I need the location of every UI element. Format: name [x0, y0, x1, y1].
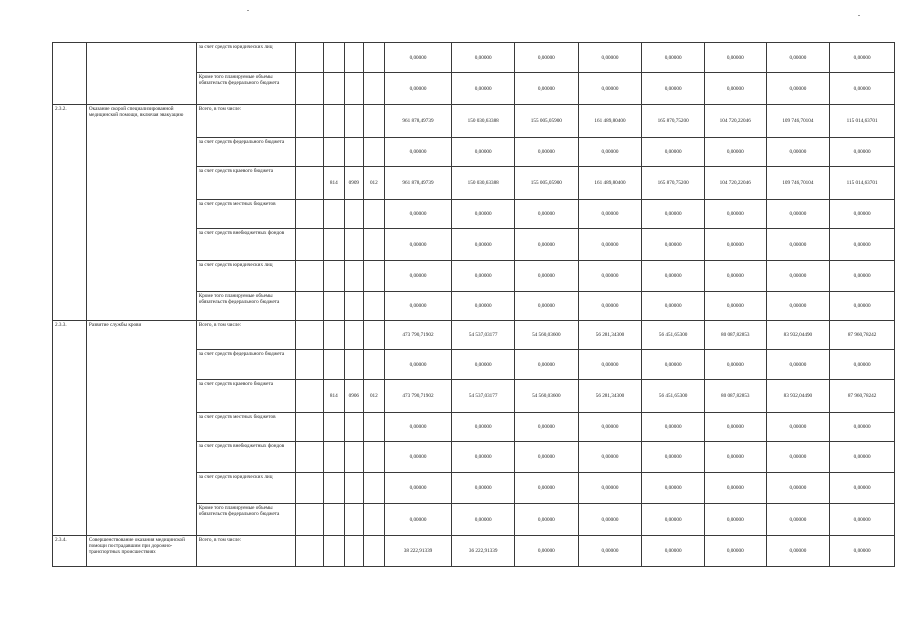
- amount-cell: 0,00000: [515, 200, 579, 229]
- rzpr-code: 0906: [344, 380, 364, 413]
- blank-cell: [296, 167, 324, 200]
- amount-cell: 0,00000: [766, 43, 830, 73]
- amount-cell: 0,00000: [515, 73, 579, 105]
- csr-code: [364, 43, 385, 73]
- amount-cell: 0,00000: [642, 442, 705, 473]
- blank-cell: [296, 105, 324, 138]
- csr-code: [364, 138, 385, 167]
- amount-cell: 473 790,71902: [384, 321, 452, 350]
- amount-cell: 0,00000: [830, 73, 895, 105]
- amount-cell: 0,00000: [578, 442, 642, 473]
- funding-source: Всего, в том числе:: [196, 105, 296, 138]
- amount-cell: 0,00000: [452, 43, 515, 73]
- rzpr-code: 0909: [344, 167, 364, 200]
- amount-cell: 0,00000: [515, 413, 579, 442]
- blank-cell: [296, 292, 324, 321]
- amount-cell: 0,00000: [766, 229, 830, 261]
- amount-cell: 0,00000: [830, 43, 895, 73]
- blank-cell: [296, 504, 324, 536]
- grbs-code: [324, 292, 345, 321]
- rzpr-code: [344, 473, 364, 504]
- csr-code: [364, 73, 385, 105]
- rzpr-code: [344, 350, 364, 380]
- funding-source: за счет средств внебюджетных фондов: [196, 442, 296, 473]
- table-row: [53, 536, 895, 567]
- funding-source: за счет средств юридических лиц: [196, 261, 296, 292]
- amount-cell: 0,00000: [452, 350, 515, 380]
- csr-code: [364, 504, 385, 536]
- funding-source: Кроме того планируемые объемы обязательств федерального бюджета: [196, 504, 296, 536]
- rzpr-code: [344, 261, 364, 292]
- amount-cell: 0,00000: [578, 200, 642, 229]
- amount-cell: 161 489,80400: [578, 105, 642, 138]
- amount-cell: 150 030,63388: [452, 167, 515, 200]
- blank-cell: [296, 229, 324, 261]
- amount-cell: 0,00000: [384, 138, 452, 167]
- amount-cell: 0,00000: [384, 229, 452, 261]
- grbs-code: [324, 229, 345, 261]
- amount-cell: 0,00000: [515, 350, 579, 380]
- amount-cell: 0,00000: [704, 442, 766, 473]
- amount-cell: 0,00000: [452, 229, 515, 261]
- rzpr-code: [344, 138, 364, 167]
- amount-cell: 0,00000: [384, 413, 452, 442]
- blank-cell: [296, 261, 324, 292]
- csr-code: [364, 473, 385, 504]
- amount-cell: 0,00000: [766, 413, 830, 442]
- item-name: Совершенствование оказания медицинской помощи пострадавшим при дорожно-транспортных происшествиях: [86, 536, 196, 567]
- amount-cell: 54 560,03600: [515, 380, 579, 413]
- amount-cell: 80 087,82853: [704, 321, 766, 350]
- amount-cell: 56 281,34300: [578, 380, 642, 413]
- amount-cell: 0,00000: [452, 73, 515, 105]
- amount-cell: 0,00000: [578, 536, 642, 567]
- blank-cell: [296, 350, 324, 380]
- amount-cell: 0,00000: [704, 73, 766, 105]
- scan-speck: [247, 10, 249, 11]
- rzpr-code: [344, 321, 364, 350]
- amount-cell: 0,00000: [642, 413, 705, 442]
- amount-cell: 0,00000: [384, 504, 452, 536]
- blank-cell: [296, 380, 324, 413]
- amount-cell: 0,00000: [578, 229, 642, 261]
- amount-cell: 0,00000: [384, 73, 452, 105]
- amount-cell: 115 014,63701: [830, 167, 895, 200]
- csr-code: [364, 229, 385, 261]
- rzpr-code: [344, 43, 364, 73]
- grbs-code: [324, 200, 345, 229]
- csr-code: [364, 350, 385, 380]
- amount-cell: 0,00000: [452, 292, 515, 321]
- amount-cell: 0,00000: [515, 229, 579, 261]
- rzpr-code: [344, 536, 364, 567]
- amount-cell: 0,00000: [452, 413, 515, 442]
- table-row: [53, 321, 895, 350]
- amount-cell: 0,00000: [704, 229, 766, 261]
- grbs-code: [324, 350, 345, 380]
- amount-cell: 0,00000: [642, 536, 705, 567]
- amount-cell: 0,00000: [578, 73, 642, 105]
- amount-cell: 0,00000: [642, 200, 705, 229]
- blank-cell: [296, 200, 324, 229]
- blank-cell: [296, 321, 324, 350]
- grbs-code: 814: [324, 167, 345, 200]
- amount-cell: 104 720,22046: [704, 167, 766, 200]
- amount-cell: 0,00000: [830, 292, 895, 321]
- amount-cell: 0,00000: [704, 200, 766, 229]
- amount-cell: 0,00000: [452, 442, 515, 473]
- grbs-code: [324, 504, 345, 536]
- table-row: [53, 43, 895, 73]
- amount-cell: 0,00000: [642, 138, 705, 167]
- grbs-code: [324, 261, 345, 292]
- funding-source: за счет средств юридических лиц: [196, 473, 296, 504]
- blank-cell: [296, 536, 324, 567]
- amount-cell: 0,00000: [642, 261, 705, 292]
- amount-cell: 109 746,70104: [766, 105, 830, 138]
- amount-cell: 0,00000: [704, 261, 766, 292]
- amount-cell: 83 932,04490: [766, 380, 830, 413]
- amount-cell: 87 960,78242: [830, 380, 895, 413]
- amount-cell: 961 878,49739: [384, 105, 452, 138]
- grbs-code: 814: [324, 380, 345, 413]
- blank-cell: [296, 43, 324, 73]
- funding-source: за счет средств федерального бюджета: [196, 138, 296, 167]
- csr-code: 012: [364, 380, 385, 413]
- amount-cell: 0,00000: [384, 200, 452, 229]
- amount-cell: 0,00000: [704, 536, 766, 567]
- funding-source: за счет средств юридических лиц: [196, 43, 296, 73]
- amount-cell: 0,00000: [704, 43, 766, 73]
- csr-code: [364, 105, 385, 138]
- amount-cell: 109 746,70104: [766, 167, 830, 200]
- amount-cell: 0,00000: [704, 292, 766, 321]
- amount-cell: 0,00000: [766, 138, 830, 167]
- amount-cell: 165 870,75200: [642, 167, 705, 200]
- amount-cell: 0,00000: [515, 138, 579, 167]
- rzpr-code: [344, 200, 364, 229]
- amount-cell: 0,00000: [766, 292, 830, 321]
- amount-cell: 87 960,78242: [830, 321, 895, 350]
- amount-cell: 104 720,22046: [704, 105, 766, 138]
- amount-cell: 0,00000: [384, 473, 452, 504]
- amount-cell: 0,00000: [515, 292, 579, 321]
- amount-cell: 0,00000: [384, 350, 452, 380]
- amount-cell: 36 222,91339: [452, 536, 515, 567]
- funding-source: Всего, в том числе:: [196, 536, 296, 567]
- funding-source: за счет средств местных бюджетов: [196, 200, 296, 229]
- amount-cell: 0,00000: [830, 138, 895, 167]
- rzpr-code: [344, 504, 364, 536]
- funding-source: за счет средств внебюджетных фондов: [196, 229, 296, 261]
- amount-cell: 0,00000: [578, 413, 642, 442]
- amount-cell: 0,00000: [452, 261, 515, 292]
- amount-cell: 0,00000: [766, 536, 830, 567]
- item-number: [53, 43, 87, 105]
- blank-cell: [296, 138, 324, 167]
- blank-cell: [296, 473, 324, 504]
- amount-cell: 0,00000: [578, 292, 642, 321]
- funding-source: Кроме того планируемые объемы обязательств федерального бюджета: [196, 73, 296, 105]
- amount-cell: 161 489,80400: [578, 167, 642, 200]
- amount-cell: 0,00000: [830, 229, 895, 261]
- rzpr-code: [344, 413, 364, 442]
- amount-cell: 54 537,03177: [452, 321, 515, 350]
- amount-cell: 0,00000: [384, 442, 452, 473]
- grbs-code: [324, 105, 345, 138]
- blank-cell: [296, 413, 324, 442]
- amount-cell: 0,00000: [766, 200, 830, 229]
- amount-cell: 80 087,82853: [704, 380, 766, 413]
- amount-cell: 0,00000: [766, 261, 830, 292]
- amount-cell: 0,00000: [642, 43, 705, 73]
- amount-cell: 0,00000: [704, 413, 766, 442]
- amount-cell: 165 870,75200: [642, 105, 705, 138]
- budget-table: [52, 42, 895, 567]
- amount-cell: 0,00000: [766, 504, 830, 536]
- amount-cell: 0,00000: [766, 73, 830, 105]
- rzpr-code: [344, 442, 364, 473]
- grbs-code: [324, 536, 345, 567]
- amount-cell: 0,00000: [704, 473, 766, 504]
- amount-cell: 0,00000: [452, 473, 515, 504]
- amount-cell: 0,00000: [704, 504, 766, 536]
- amount-cell: 0,00000: [642, 350, 705, 380]
- amount-cell: 0,00000: [830, 413, 895, 442]
- amount-cell: 0,00000: [830, 261, 895, 292]
- amount-cell: 0,00000: [642, 504, 705, 536]
- amount-cell: 0,00000: [578, 504, 642, 536]
- amount-cell: 0,00000: [384, 292, 452, 321]
- amount-cell: 0,00000: [830, 442, 895, 473]
- amount-cell: 56 451,65300: [642, 380, 705, 413]
- amount-cell: 0,00000: [704, 350, 766, 380]
- amount-cell: 54 560,03600: [515, 321, 579, 350]
- funding-source: Кроме того планируемые объемы обязательств федерального бюджета: [196, 292, 296, 321]
- amount-cell: 961 878,49739: [384, 167, 452, 200]
- csr-code: [364, 292, 385, 321]
- funding-source: за счет средств краевого бюджета: [196, 380, 296, 413]
- amount-cell: 0,00000: [766, 473, 830, 504]
- amount-cell: 0,00000: [515, 43, 579, 73]
- funding-source: за счет средств местных бюджетов: [196, 413, 296, 442]
- scan-speck: [858, 15, 860, 16]
- amount-cell: 0,00000: [830, 200, 895, 229]
- amount-cell: 0,00000: [766, 442, 830, 473]
- item-number: 2.3.3.: [53, 321, 87, 536]
- rzpr-code: [344, 292, 364, 321]
- amount-cell: 0,00000: [704, 138, 766, 167]
- item-number: 2.3.2.: [53, 105, 87, 321]
- table-row: [53, 105, 895, 138]
- item-number: 2.3.4.: [53, 536, 87, 567]
- csr-code: [364, 536, 385, 567]
- csr-code: 012: [364, 167, 385, 200]
- amount-cell: 0,00000: [515, 536, 579, 567]
- amount-cell: 56 451,65300: [642, 321, 705, 350]
- rzpr-code: [344, 105, 364, 138]
- amount-cell: 0,00000: [830, 350, 895, 380]
- amount-cell: 155 005,05900: [515, 167, 579, 200]
- item-name: Оказание скорой специализированной медицинской помощи, включая эвакуацию: [86, 105, 196, 321]
- table-body: [53, 43, 895, 567]
- amount-cell: 56 281,34300: [578, 321, 642, 350]
- amount-cell: 0,00000: [384, 43, 452, 73]
- amount-cell: 0,00000: [642, 473, 705, 504]
- csr-code: [364, 321, 385, 350]
- amount-cell: 0,00000: [578, 350, 642, 380]
- amount-cell: 473 790,71902: [384, 380, 452, 413]
- rzpr-code: [344, 229, 364, 261]
- amount-cell: 0,00000: [515, 504, 579, 536]
- funding-source: Всего, в том числе:: [196, 321, 296, 350]
- grbs-code: [324, 138, 345, 167]
- amount-cell: 0,00000: [578, 138, 642, 167]
- grbs-code: [324, 442, 345, 473]
- funding-source: за счет средств краевого бюджета: [196, 167, 296, 200]
- amount-cell: 0,00000: [830, 536, 895, 567]
- amount-cell: 115 014,63701: [830, 105, 895, 138]
- amount-cell: 0,00000: [766, 350, 830, 380]
- amount-cell: 0,00000: [830, 473, 895, 504]
- amount-cell: 0,00000: [452, 200, 515, 229]
- grbs-code: [324, 413, 345, 442]
- amount-cell: 38 222,91339: [384, 536, 452, 567]
- amount-cell: 0,00000: [515, 473, 579, 504]
- amount-cell: 83 932,04490: [766, 321, 830, 350]
- amount-cell: 0,00000: [642, 73, 705, 105]
- csr-code: [364, 413, 385, 442]
- amount-cell: 0,00000: [642, 229, 705, 261]
- grbs-code: [324, 43, 345, 73]
- amount-cell: 155 005,05900: [515, 105, 579, 138]
- amount-cell: 0,00000: [830, 504, 895, 536]
- blank-cell: [296, 73, 324, 105]
- item-name: Развитие службы крови: [86, 321, 196, 536]
- rzpr-code: [344, 73, 364, 105]
- amount-cell: 150 030,63388: [452, 105, 515, 138]
- grbs-code: [324, 321, 345, 350]
- csr-code: [364, 200, 385, 229]
- amount-cell: 0,00000: [642, 292, 705, 321]
- amount-cell: 0,00000: [515, 261, 579, 292]
- amount-cell: 0,00000: [578, 261, 642, 292]
- amount-cell: 54 537,03177: [452, 380, 515, 413]
- grbs-code: [324, 473, 345, 504]
- amount-cell: 0,00000: [452, 138, 515, 167]
- item-name: [86, 43, 196, 105]
- amount-cell: 0,00000: [515, 442, 579, 473]
- amount-cell: 0,00000: [384, 261, 452, 292]
- amount-cell: 0,00000: [578, 473, 642, 504]
- csr-code: [364, 261, 385, 292]
- amount-cell: 0,00000: [452, 504, 515, 536]
- grbs-code: [324, 73, 345, 105]
- csr-code: [364, 442, 385, 473]
- blank-cell: [296, 442, 324, 473]
- amount-cell: 0,00000: [578, 43, 642, 73]
- funding-source: за счет средств федерального бюджета: [196, 350, 296, 380]
